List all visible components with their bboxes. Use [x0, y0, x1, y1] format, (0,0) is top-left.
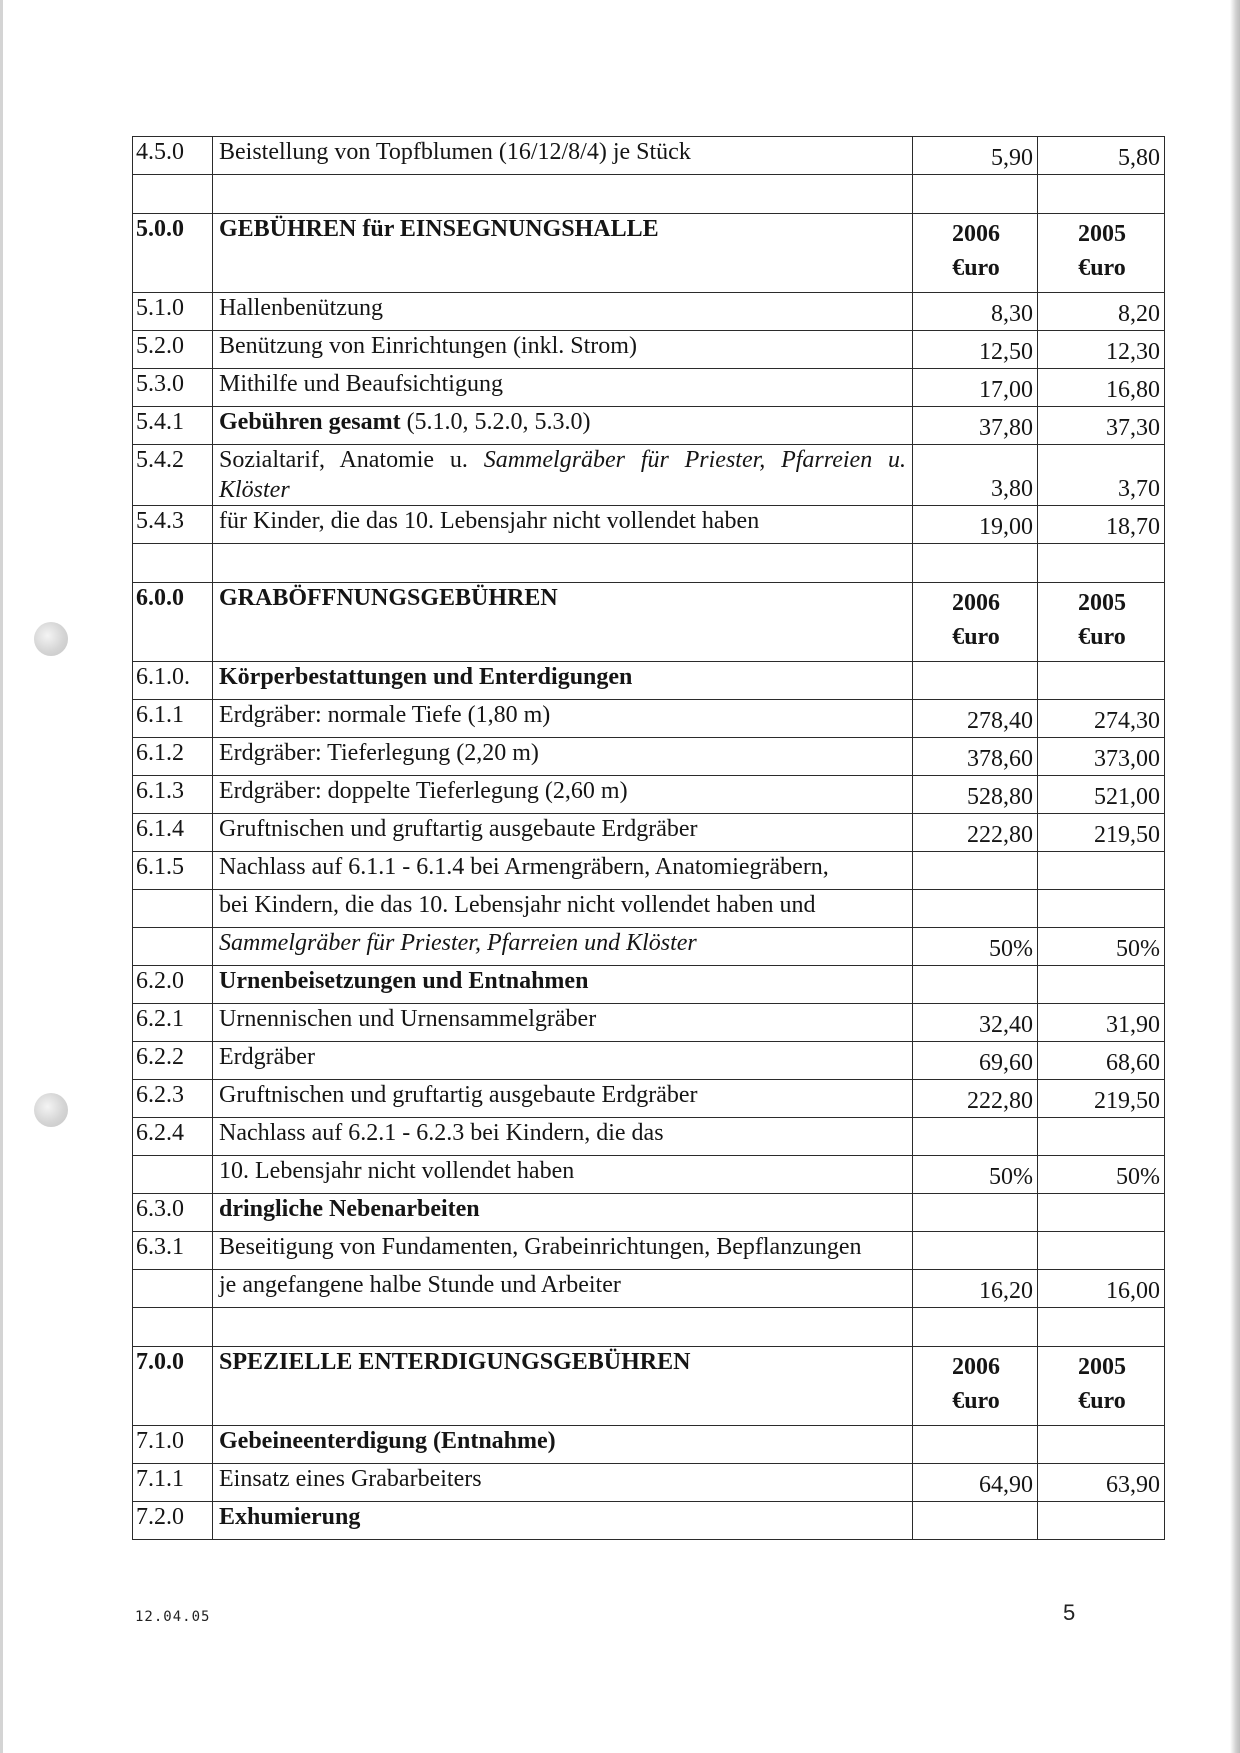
table-row: [133, 1426, 1165, 1464]
item-description: [213, 1156, 913, 1194]
value-2005: 373,00: [1038, 738, 1165, 776]
item-number: 6.2.0: [133, 966, 213, 1004]
value-2005: 50%: [1038, 928, 1165, 966]
table-row: [133, 1004, 1165, 1042]
table-row: [133, 1156, 1165, 1194]
spacer-row: [133, 544, 1165, 583]
table-row: [133, 1042, 1165, 1080]
item-description-text: Sozialtarif, Anatomie u.: [219, 447, 484, 473]
item-number: 7.1.0: [133, 1426, 213, 1464]
item-number: 7.1.1: [133, 1464, 213, 1502]
item-description: [213, 966, 913, 1004]
value-2006: 8,30: [913, 293, 1038, 331]
value-2005: [1038, 1426, 1165, 1464]
item-description: [213, 1080, 913, 1118]
table-row: [133, 331, 1165, 369]
value-2006: [913, 852, 1038, 890]
item-description-text: Beseitigung von Fundamenten, Grabeinrichtungen, Bepflanzungen: [219, 1234, 862, 1260]
item-number: 5.4.3: [133, 506, 213, 544]
item-description-text: Hallenbenützung: [219, 295, 383, 321]
value-2005: 3,70: [1038, 445, 1165, 506]
item-number: 6.2.2: [133, 1042, 213, 1080]
item-description-text: Gruftnischen und gruftartig ausgebaute Erdgräber: [219, 1082, 698, 1108]
value-2006: 222,80: [913, 814, 1038, 852]
value-2006: 12,50: [913, 331, 1038, 369]
item-description: [213, 1194, 913, 1232]
item-description-text: Nachlass auf 6.2.1 - 6.2.3 bei Kindern, die das: [219, 1120, 664, 1146]
section-number: 6.0.0: [133, 583, 213, 662]
item-number: 5.4.2: [133, 445, 213, 506]
section-title: SPEZIELLE ENTERDIGUNGSGEBÜHREN: [213, 1347, 913, 1426]
table-row: [133, 662, 1165, 700]
spacer-row: [133, 1308, 1165, 1347]
item-number: 5.2.0: [133, 331, 213, 369]
item-description-text: Nachlass auf 6.1.1 - 6.1.4 bei Armengräbern, Anatomiegräbern,: [219, 854, 829, 880]
year-label: 2005: [1078, 590, 1126, 616]
value-2006: [913, 890, 1038, 928]
value-2005: [1038, 1118, 1165, 1156]
value-2006: 378,60: [913, 738, 1038, 776]
year-header-2005: [1038, 583, 1165, 662]
item-description-bold: Gebühren gesamt: [219, 409, 401, 435]
item-description: [213, 1502, 913, 1540]
item-number: 6.2.4: [133, 1118, 213, 1156]
value-2006: [913, 1502, 1038, 1540]
value-2006: 64,90: [913, 1464, 1038, 1502]
value-2006: [913, 1232, 1038, 1270]
currency-label: €uro: [952, 1388, 1000, 1414]
item-description-text: Erdgräber: Tieferlegung (2,20 m): [219, 740, 539, 766]
page-number: 5: [1063, 1600, 1076, 1625]
item-description: [213, 1270, 913, 1308]
section-header-5: [133, 214, 1165, 293]
item-description-text: für Kinder, die das 10. Lebensjahr nicht vollendet haben: [219, 508, 760, 534]
item-description: [213, 700, 913, 738]
table-row: [133, 506, 1165, 544]
value-2005: 68,60: [1038, 1042, 1165, 1080]
table-row: [133, 369, 1165, 407]
item-description: [213, 814, 913, 852]
section-header-6: [133, 583, 1165, 662]
year-label: 2005: [1078, 221, 1126, 247]
value-2005: 18,70: [1038, 506, 1165, 544]
value-2006: 17,00: [913, 369, 1038, 407]
item-number: 6.2.1: [133, 1004, 213, 1042]
item-description-italic: Sammelgräber für Priester, Pfarreien und Klöster: [219, 930, 697, 956]
table-row: [133, 890, 1165, 928]
footer-date: 12.04.05: [135, 1609, 211, 1625]
item-description-bold: Gebeineenterdigung (Entnahme): [219, 1428, 556, 1454]
value-2006: 222,80: [913, 1080, 1038, 1118]
value-2005: [1038, 890, 1165, 928]
item-description: [213, 369, 913, 407]
value-2005: 219,50: [1038, 814, 1165, 852]
table-row: [133, 700, 1165, 738]
value-2006: [913, 1118, 1038, 1156]
currency-label: €uro: [1078, 255, 1126, 281]
item-number: 6.2.3: [133, 1080, 213, 1118]
value-2006: 50%: [913, 1156, 1038, 1194]
scan-edge-left: [0, 0, 3, 1753]
value-2006: [913, 966, 1038, 1004]
item-description-italic: Sammelgräber für Priester, Pfarreien u. Klöster: [219, 447, 907, 503]
item-description: [213, 506, 913, 544]
value-2005: [1038, 1232, 1165, 1270]
value-2005: 274,30: [1038, 700, 1165, 738]
table-row: [133, 137, 1165, 175]
table-row: [133, 1232, 1165, 1270]
table-row: [133, 1464, 1165, 1502]
spacer-row: [133, 175, 1165, 214]
value-2005: [1038, 966, 1165, 1004]
value-2005: 31,90: [1038, 1004, 1165, 1042]
section-number: 5.0.0: [133, 214, 213, 293]
value-2006: 16,20: [913, 1270, 1038, 1308]
item-number: 6.1.4: [133, 814, 213, 852]
item-description: [213, 293, 913, 331]
year-label: 2006: [952, 1354, 1000, 1380]
item-description: [213, 890, 913, 928]
punch-hole: [34, 1093, 68, 1127]
item-description-text: Einsatz eines Grabarbeiters: [219, 1466, 482, 1492]
item-number: [133, 1156, 213, 1194]
item-description: [213, 738, 913, 776]
value-2005: 63,90: [1038, 1464, 1165, 1502]
table-row: [133, 928, 1165, 966]
fee-table: [132, 136, 1165, 1540]
item-description-text: Erdgräber: normale Tiefe (1,80 m): [219, 702, 551, 728]
currency-label: €uro: [1078, 624, 1126, 650]
item-description-text: Urnennischen und Urnensammelgräber: [219, 1006, 597, 1032]
value-2005: [1038, 1502, 1165, 1540]
item-number: 6.3.0: [133, 1194, 213, 1232]
item-description: [213, 1232, 913, 1270]
value-2005: 5,80: [1038, 137, 1165, 175]
table-row: [133, 966, 1165, 1004]
table-row: [133, 1270, 1165, 1308]
item-description-bold: dringliche Nebenarbeiten: [219, 1196, 480, 1222]
value-2006: 69,60: [913, 1042, 1038, 1080]
value-2006: [913, 1426, 1038, 1464]
year-label: 2006: [952, 590, 1000, 616]
value-2006: 50%: [913, 928, 1038, 966]
value-2005: [1038, 1194, 1165, 1232]
item-description-bold: Körperbestattungen und Enterdigungen: [219, 664, 633, 690]
item-number: 5.1.0: [133, 293, 213, 331]
table-row: [133, 1194, 1165, 1232]
currency-label: €uro: [952, 255, 1000, 281]
item-description-text: (5.1.0, 5.2.0, 5.3.0): [400, 409, 591, 435]
item-number: 5.3.0: [133, 369, 213, 407]
value-2006: 37,80: [913, 407, 1038, 445]
item-number: 4.5.0: [133, 137, 213, 175]
year-header-2005: [1038, 1347, 1165, 1426]
item-number: 6.1.5: [133, 852, 213, 890]
item-description-text: bei Kindern, die das 10. Lebensjahr nicht vollendet haben und: [219, 892, 816, 918]
section-title: GRABÖFFNUNGSGEBÜHREN: [213, 583, 913, 662]
value-2005: 521,00: [1038, 776, 1165, 814]
item-description: [213, 1004, 913, 1042]
item-description: [213, 1426, 913, 1464]
scan-edge-right: [1230, 0, 1240, 1753]
item-description-text: Erdgräber: [219, 1044, 315, 1070]
item-number: 6.1.0.: [133, 662, 213, 700]
value-2005: 219,50: [1038, 1080, 1165, 1118]
item-number: [133, 890, 213, 928]
item-description-text: Benützung von Einrichtungen (inkl. Strom): [219, 333, 637, 359]
table-row: [133, 776, 1165, 814]
item-description-text: Mithilfe und Beaufsichtigung: [219, 371, 503, 397]
item-description-text: Gruftnischen und gruftartig ausgebaute Erdgräber: [219, 816, 698, 842]
item-number: 6.1.1: [133, 700, 213, 738]
punch-hole: [34, 622, 68, 656]
item-description-text: 10. Lebensjahr nicht vollendet haben: [219, 1158, 575, 1184]
item-description: [213, 1118, 913, 1156]
section-number: 7.0.0: [133, 1347, 213, 1426]
value-2006: 32,40: [913, 1004, 1038, 1042]
table-row: [133, 407, 1165, 445]
year-label: 2005: [1078, 1354, 1126, 1380]
year-label: 2006: [952, 221, 1000, 247]
value-2005: [1038, 662, 1165, 700]
item-description-bold: Urnenbeisetzungen und Entnahmen: [219, 968, 589, 994]
table-row: [133, 1080, 1165, 1118]
currency-label: €uro: [1078, 1388, 1126, 1414]
item-description-bold: Exhumierung: [219, 1504, 361, 1530]
item-description: [213, 852, 913, 890]
item-description: Beistellung von Topfblumen (16/12/8/4) je Stück: [213, 137, 913, 175]
table-row: [133, 293, 1165, 331]
table-row: [133, 445, 1165, 506]
value-2005: 8,20: [1038, 293, 1165, 331]
value-2005: 16,00: [1038, 1270, 1165, 1308]
item-number: 6.1.3: [133, 776, 213, 814]
item-description: [213, 445, 913, 506]
item-number: 5.4.1: [133, 407, 213, 445]
item-number: [133, 928, 213, 966]
value-2006: 5,90: [913, 137, 1038, 175]
value-2005: 16,80: [1038, 369, 1165, 407]
item-description: [213, 1042, 913, 1080]
table-row: [133, 1118, 1165, 1156]
item-description: [213, 662, 913, 700]
item-description: [213, 1464, 913, 1502]
item-number: [133, 1270, 213, 1308]
item-description: [213, 407, 913, 445]
item-number: 6.3.1: [133, 1232, 213, 1270]
item-description-text: Erdgräber: doppelte Tieferlegung (2,60 m): [219, 778, 628, 804]
year-header-2006: [913, 214, 1038, 293]
value-2005: 50%: [1038, 1156, 1165, 1194]
item-description: [213, 776, 913, 814]
value-2006: 3,80: [913, 445, 1038, 506]
value-2006: 278,40: [913, 700, 1038, 738]
year-header-2006: [913, 1347, 1038, 1426]
year-header-2006: [913, 583, 1038, 662]
value-2005: 12,30: [1038, 331, 1165, 369]
currency-label: €uro: [952, 624, 1000, 650]
item-description-text: je angefangene halbe Stunde und Arbeiter: [219, 1272, 621, 1298]
table-row: [133, 852, 1165, 890]
year-header-2005: [1038, 214, 1165, 293]
item-description: [213, 928, 913, 966]
item-number: 7.2.0: [133, 1502, 213, 1540]
value-2005: 37,30: [1038, 407, 1165, 445]
value-2006: 528,80: [913, 776, 1038, 814]
table-row: [133, 1502, 1165, 1540]
section-header-7: [133, 1347, 1165, 1426]
value-2005: [1038, 852, 1165, 890]
value-2006: [913, 662, 1038, 700]
item-description: [213, 331, 913, 369]
table-row: [133, 738, 1165, 776]
section-title: GEBÜHREN für EINSEGNUNGSHALLE: [213, 214, 913, 293]
item-number: 6.1.2: [133, 738, 213, 776]
value-2006: 19,00: [913, 506, 1038, 544]
table-row: [133, 814, 1165, 852]
value-2006: [913, 1194, 1038, 1232]
